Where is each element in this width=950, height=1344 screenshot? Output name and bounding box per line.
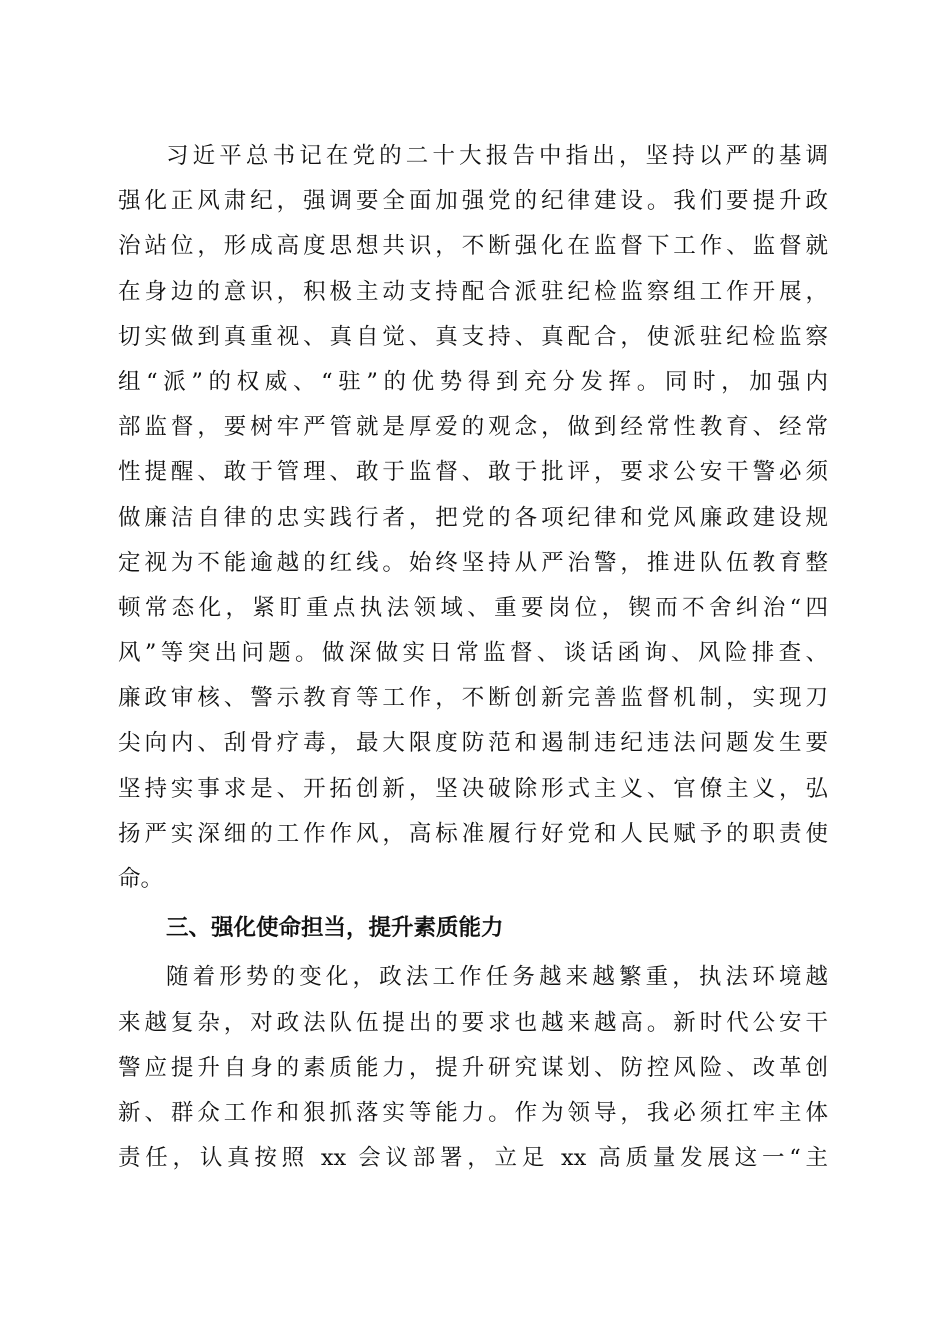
text-line: 廉政审核、警示教育等工作，不断创新完善监督机制，实现刀 [118,685,828,712]
text-line: 责任，认真按照 xx 会议部署，立足 xx 高质量发展这一“主 [118,1145,828,1172]
text-line: 尖向内、刮骨疗毒，最大限度防范和遏制违纪违法问题发生要 [118,730,828,757]
text-line: 部监督，要树牢严管就是厚爱的观念，做到经常性教育、经常 [118,414,828,441]
section-heading: 三、强化使命担当，提升素质能力 [166,915,504,942]
text-line: 在身边的意识，积极主动支持配合派驻纪检监察组工作开展， [118,278,828,305]
text-line: 性提醒、敢于管理、敢于监督、敢于批评，要求公安干警必须 [118,459,828,486]
text-line: 扬严实深细的工作作风，高标准履行好党和人民赋予的职责使 [118,820,828,847]
text-line: 组“派”的权威、“驻”的优势得到充分发挥。同时，加强内 [118,368,828,395]
text-line: 治站位，形成高度思想共识，不断强化在监督下工作、监督就 [118,233,828,260]
text-line: 习近平总书记在党的二十大报告中指出，坚持以严的基调 [166,143,828,169]
text-line: 警应提升自身的素质能力，提升研究谋划、防控风险、改革创 [118,1054,828,1081]
text-line: 新、群众工作和狠抓落实等能力。作为领导，我必须扛牢主体 [118,1099,828,1126]
text-line: 定视为不能逾越的红线。始终坚持从严治警，推进队伍教育整 [118,549,828,576]
document-body [118,134,828,1181]
paragraph-capability [118,955,828,1181]
text-line: 命。 [118,866,164,892]
paragraph-discipline [118,134,828,902]
text-line: 随着形势的变化，政法工作任务越来越繁重，执法环境越 [166,964,828,991]
text-line: 做廉洁自律的忠实践行者，把党的各项纪律和党风廉政建设规 [118,504,828,531]
text-line: 切实做到真重视、真自觉、真支持、真配合，使派驻纪检监察 [118,323,828,350]
text-line: 强化正风肃纪，强调要全面加强党的纪律建设。我们要提升政 [118,188,828,215]
text-line: 风”等突出问题。做深做实日常监督、谈话函询、风险排查、 [118,640,828,667]
text-line: 来越复杂，对政法队伍提出的要求也越来越高。新时代公安干 [118,1009,828,1036]
text-line: 顿常态化，紧盯重点执法领域、重要岗位，锲而不舍纠治“四 [118,594,828,621]
text-line: 坚持实事求是、开拓创新，坚决破除形式主义、官僚主义，弘 [118,775,828,802]
